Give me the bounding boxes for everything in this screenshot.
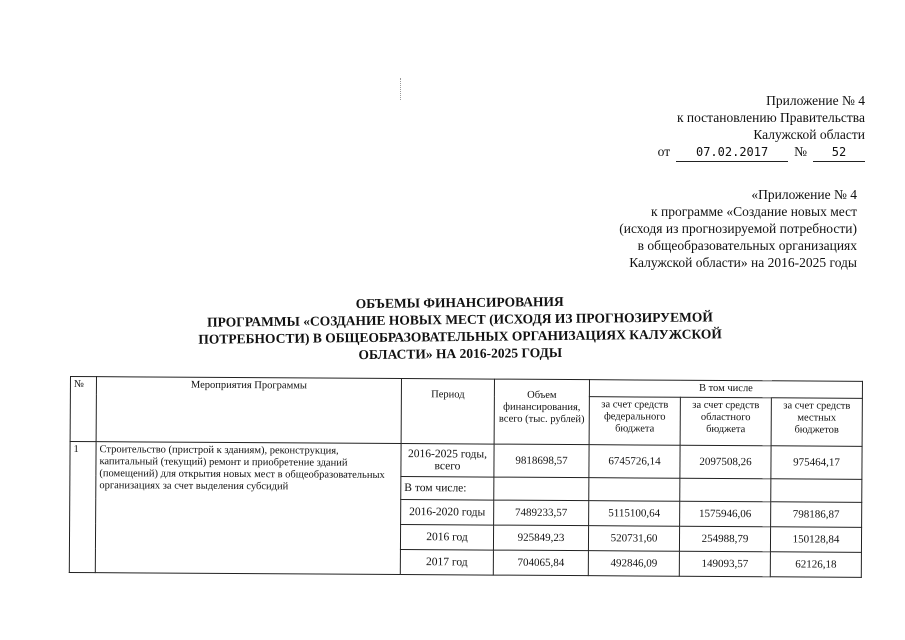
header-regional: за счет средств областного бюджета	[680, 397, 771, 446]
from-label: от	[657, 144, 671, 159]
header-period: Период	[401, 379, 494, 445]
financing-table	[69, 376, 863, 578]
header-local: за счет средств местных бюджетов	[771, 398, 862, 447]
row-regional: 254988,79	[679, 526, 770, 552]
item-number: 1	[69, 442, 96, 573]
row-total: 704065,84	[493, 550, 588, 576]
title-line1: ОБЪЕМЫ ФИНАНСИРОВАНИЯ	[355, 293, 564, 312]
program-appendix-line3: (исходя из прогнозируемой потребности)	[619, 221, 857, 236]
row-period: В том числе:	[401, 477, 494, 501]
row-regional-empty	[680, 478, 771, 502]
row-total-empty	[494, 477, 589, 501]
row-federal: 492846,09	[588, 551, 679, 577]
program-appendix-line5: Калужской области» на 2016-2025 годы	[629, 255, 857, 270]
row-regional: 1575946,06	[680, 501, 771, 527]
table-row	[70, 442, 862, 480]
row-local: 62126,18	[770, 552, 861, 578]
number-label: №	[794, 144, 807, 159]
appendix-to-decree: к постановлению Правительства	[676, 110, 865, 125]
header-federal: за счет средств федерального бюджета	[589, 397, 680, 446]
title-line3: ПОТРЕБНОСТИ) В ОБЩЕОБРАЗОВАТЕЛЬНЫХ ОРГАНИЗАЦИЯХ КАЛУЖСКОЙ	[198, 326, 722, 347]
table-header-row	[70, 377, 862, 399]
title-line4: ОБЛАСТИ» НА 2016-2025 ГОДЫ	[358, 344, 563, 363]
header-total: Объем финансирования, всего (тыс. рублей)	[494, 379, 589, 445]
row-local-empty	[771, 479, 862, 503]
title-line2: ПРОГРАММЫ «СОЗДАНИЕ НОВЫХ МЕСТ (ИСХОДЯ ИЗ ПРОГНОЗИРУЕМОЙ	[206, 309, 713, 330]
row-local: 150128,84	[770, 527, 861, 553]
row-federal: 520731,60	[588, 526, 679, 552]
decree-number: 52	[813, 144, 865, 162]
row-federal-empty	[589, 478, 680, 502]
item-activity: Строительство (пристрой к зданиям), реконструкция, капитальный (текущий) ремонт и приобретение зданий (помещений) для открытия новых мест в общеобразовательных организациях за счет выделения субсидий	[95, 442, 401, 575]
row-total: 7489233,57	[494, 500, 589, 526]
program-appendix-line4: в общеобразовательных организациях	[637, 238, 857, 253]
header-activities: Мероприятия Программы	[96, 377, 401, 444]
row-period: 2016 год	[400, 525, 493, 551]
row-federal: 5115100,64	[589, 501, 680, 527]
appendix-number: Приложение № 4	[766, 93, 865, 108]
header-num: №	[70, 377, 96, 442]
decree-date: 07.02.2017	[676, 144, 788, 162]
row-period: 2017 год	[400, 550, 493, 576]
decree-appendix-header	[605, 92, 865, 162]
decree-date-line	[605, 143, 865, 162]
row-period: 2016-2020 годы	[401, 500, 494, 526]
row-federal: 6745726,14	[589, 445, 680, 479]
scan-artifact	[400, 78, 402, 100]
row-local: 975464,17	[771, 446, 862, 480]
appendix-region: Калужской области	[753, 127, 865, 142]
program-appendix-header	[537, 186, 857, 271]
row-local: 798186,87	[771, 502, 862, 528]
header-including: В том числе	[589, 380, 862, 399]
row-regional: 149093,57	[679, 551, 770, 577]
program-appendix-line2: к программе «Создание новых мест	[651, 204, 857, 219]
row-total: 9818698,57	[494, 444, 589, 478]
row-total: 925849,23	[493, 525, 588, 551]
row-regional: 2097508,26	[680, 445, 771, 479]
document-title	[170, 291, 751, 365]
row-period: 2016-2025 годы, всего	[401, 444, 494, 478]
program-appendix-line1: «Приложение № 4	[751, 187, 857, 202]
